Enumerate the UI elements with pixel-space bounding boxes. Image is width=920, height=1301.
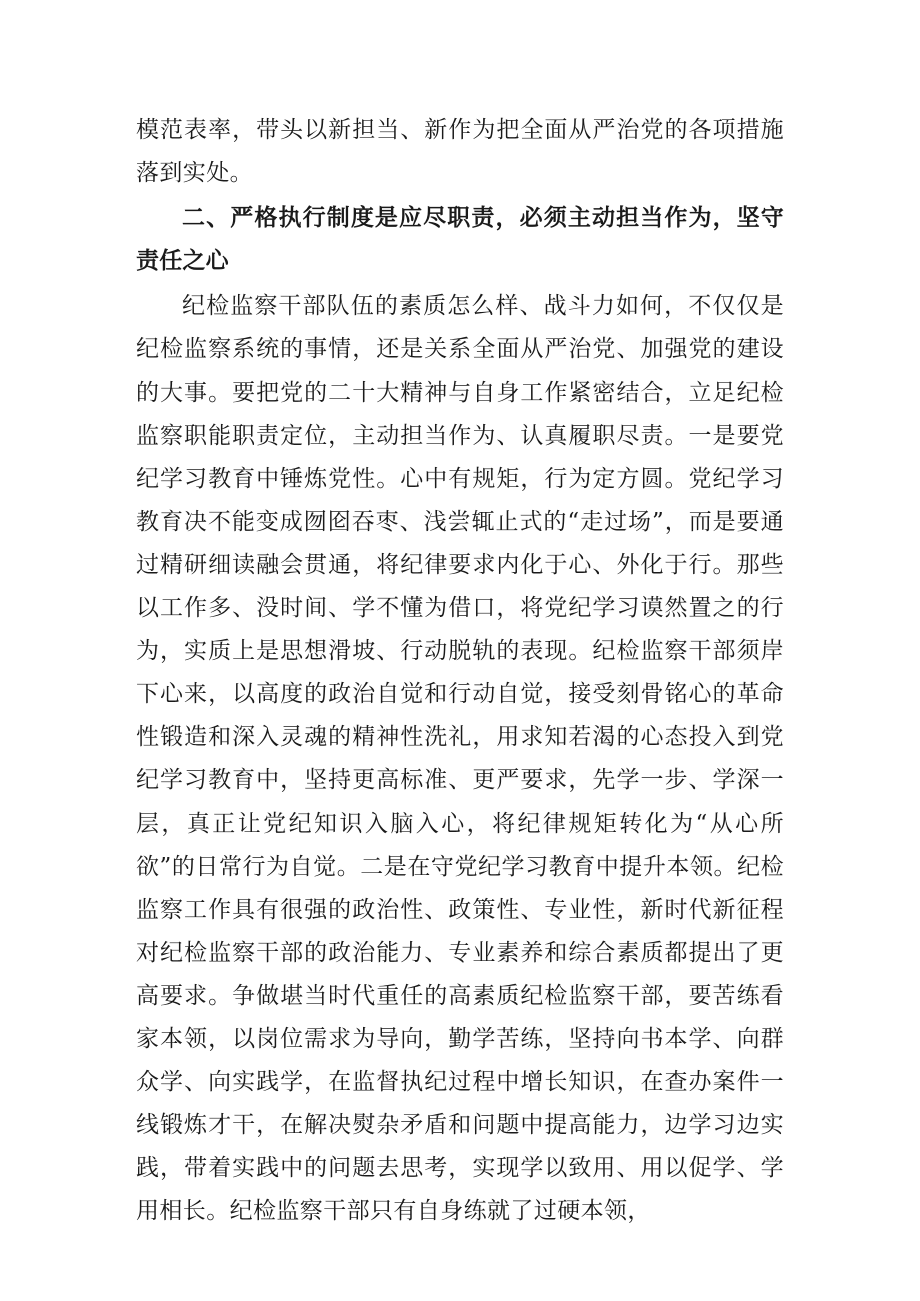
document-body	[136, 109, 784, 1233]
body-paragraph-continuation: 模范表率，带头以新担当、新作为把全面从严治党的各项措施落到实处。	[136, 117, 784, 187]
section-heading: 二、严格执行制度是应尽职责，必须主动担当作为，坚守责任之心	[136, 205, 784, 275]
body-paragraph: 纪检监察干部队伍的素质怎么样、战斗力如何，不仅仅是纪检监察系统的事情，还是关系全面从严治党、加强党的建设的大事。要把党的二十大精神与自身工作紧密结合，立足纪检监察职能职责定位，主动担当作为、认真履职尽责。一是要党纪学习教育中锤炼党性。心中有规矩，行为定方圆。党纪学习教育决不能变成囫囵吞枣、浅尝辄止式的“走过场”，而是要通过精研细读融会贯通，将纪律要求内化于心、外化于行。那些以工作多、没时间、学不懂为借口，将党纪学习谟然置之的行为，实质上是思想滑坡、行动脱轨的表现。纪检监察干部须岸下心来，以高度的政治自觉和行动自觉，接受刻骨铭心的革命性锻造和深入灵魂的精神性洗礼，用求知若渴的心态投入到党纪学习教育中，坚持更高标准、更严要求，先学一步、学深一层，真正让党纪知识入脑入心，将纪律规矩转化为“从心所欲”的日常行为自觉。二是在守党纪学习教育中提升本领。纪检监察工作具有很强的政治性、政策性、专业性，新时代新征程对纪检监察干部的政治能力、专业素养和综合素质都提出了更高要求。争做堪当时代重任的高素质纪检监察干部，要苦练看家本领，以岗位需求为导向，勤学苦练，坚持向书本学、向群众学、向实践学，在监督执纪过程中增长知识，在查办案件一线锻炼才干，在解决熨杂矛盾和问题中提高能力，边学习边实践，带着实践中的问题去思考，实现学以致用、用以促学、学用相长。纪检监察干部只有自身练就了过硬本领，	[136, 293, 784, 1225]
